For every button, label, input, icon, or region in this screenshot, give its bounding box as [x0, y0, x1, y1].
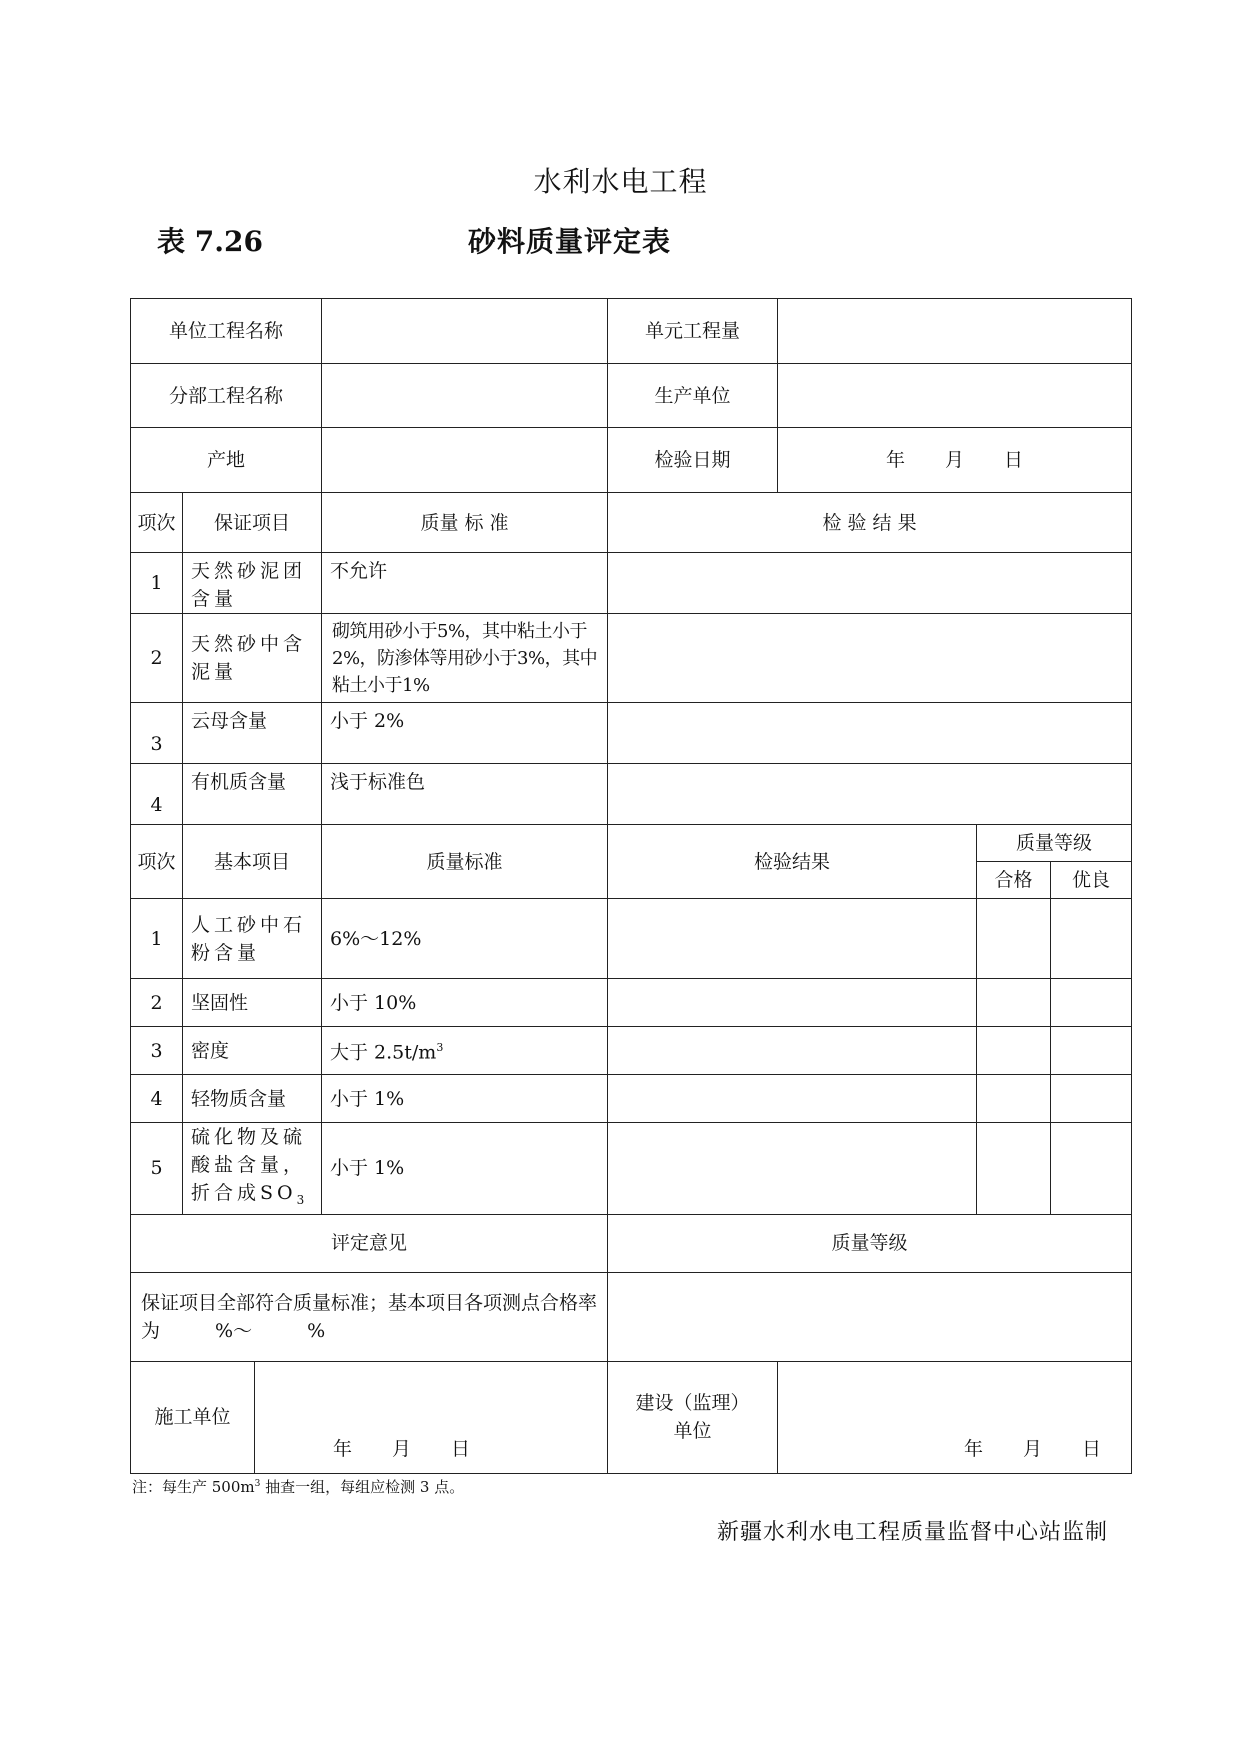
- basic-col-pass: 合格: [977, 862, 1051, 899]
- guarantee-col-result: 检 验 结 果: [608, 493, 1132, 553]
- owner-label: [608, 1361, 778, 1473]
- info-row-unit: [131, 299, 1132, 364]
- signature-row: [131, 1361, 1132, 1473]
- basic-good[interactable]: [1051, 1075, 1132, 1123]
- basic-standard: 小于 10%: [322, 979, 608, 1027]
- guarantee-result[interactable]: [608, 614, 1132, 703]
- basic-no: 3: [131, 1027, 183, 1075]
- producer-value[interactable]: [778, 364, 1132, 428]
- unit-quantity-label: 单元工程量: [608, 299, 778, 364]
- guarantee-col-no: 项次: [131, 493, 183, 553]
- table-row: [131, 899, 1132, 979]
- contractor-sign[interactable]: [255, 1361, 608, 1473]
- date-month: 月: [945, 449, 965, 471]
- evaluation-row: [131, 1272, 1132, 1361]
- basic-standard: 小于 1%: [322, 1075, 608, 1123]
- basic-pass[interactable]: [977, 979, 1051, 1027]
- table-row: [131, 979, 1132, 1027]
- basic-item: 坚固性: [183, 979, 322, 1027]
- sign-day: 日: [451, 1437, 471, 1460]
- guarantee-no: 3: [131, 703, 183, 764]
- basic-standard: 小于 1%: [322, 1123, 608, 1215]
- test-date-label: 检验日期: [608, 428, 778, 493]
- guarantee-result[interactable]: [608, 764, 1132, 825]
- basic-no: 4: [131, 1075, 183, 1123]
- owner-sign[interactable]: [778, 1361, 1132, 1473]
- basic-header-row: [131, 825, 1132, 862]
- table-row: [131, 1075, 1132, 1123]
- guarantee-item: 有机质含量: [183, 764, 322, 825]
- guarantee-header-row: [131, 493, 1132, 553]
- test-date-value[interactable]: [778, 428, 1132, 493]
- guarantee-item: 天然砂中含泥量: [183, 614, 322, 703]
- basic-item: [183, 1123, 322, 1215]
- note-text-a: 注：每生产 500m: [132, 1478, 255, 1496]
- note-text-b: 抽查一组，每组应检测 3 点。: [260, 1478, 465, 1496]
- guarantee-col-item: 保证项目: [183, 493, 322, 553]
- guarantee-no: 1: [131, 553, 183, 614]
- footnote: [132, 1476, 464, 1497]
- evaluation-header-row: [131, 1214, 1132, 1272]
- division-project-value[interactable]: [322, 364, 608, 428]
- producer-label: 生产单位: [608, 364, 778, 428]
- basic-item: 轻物质含量: [183, 1075, 322, 1123]
- opinion-label: 评定意见: [131, 1214, 608, 1272]
- sign-year: 年: [333, 1437, 353, 1460]
- note-sup: 3: [254, 1479, 261, 1489]
- guarantee-no: 4: [131, 764, 183, 825]
- guarantee-item: 云母含量: [183, 703, 322, 764]
- opinion-sentence: 保证项目全部符合质量标准；基本项目各项测点合格率为: [141, 1291, 598, 1342]
- guarantee-standard: 小于 2%: [322, 703, 608, 764]
- owner-date: [786, 1435, 1123, 1463]
- basic-result[interactable]: [608, 1027, 977, 1075]
- info-row-division: [131, 364, 1132, 428]
- table-row: [131, 1123, 1132, 1215]
- sign-month: 月: [392, 1437, 412, 1460]
- info-row-origin: [131, 428, 1132, 493]
- guarantee-item: 天然砂泥团含量: [183, 553, 322, 614]
- table-row: [131, 764, 1132, 825]
- so3-subscript: 3: [296, 1192, 309, 1207]
- guarantee-standard: 砌筑用砂小于5%，其中粘土小于2%，防渗体等用砂小于3%，其中粘土小于1%: [322, 614, 608, 703]
- contractor-label: 施工单位: [131, 1361, 255, 1473]
- basic-good[interactable]: [1051, 979, 1132, 1027]
- basic-result[interactable]: [608, 979, 977, 1027]
- basic-good[interactable]: [1051, 1123, 1132, 1215]
- guarantee-standard: 不允许: [322, 553, 608, 614]
- document-category: 水利水电工程: [533, 165, 708, 198]
- table-row: [131, 1027, 1132, 1075]
- basic-standard: 6%～12%: [322, 899, 608, 979]
- table-row: [131, 703, 1132, 764]
- sign-month: 月: [1023, 1437, 1043, 1460]
- basic-pass[interactable]: [977, 1075, 1051, 1123]
- density-standard: 大于 2.5t/m: [330, 1041, 437, 1064]
- basic-col-grade: 质量等级: [977, 825, 1132, 862]
- basic-pass[interactable]: [977, 1027, 1051, 1075]
- opinion-pct-2: %: [307, 1319, 326, 1342]
- basic-pass[interactable]: [977, 899, 1051, 979]
- guarantee-result[interactable]: [608, 553, 1132, 614]
- unit-project-value[interactable]: [322, 299, 608, 364]
- table-row: [131, 553, 1132, 614]
- title-row: [0, 220, 1241, 260]
- basic-col-good: 优良: [1051, 862, 1132, 899]
- origin-value[interactable]: [322, 428, 608, 493]
- sulfide-item: 硫化物及硫酸盐含量，折合成SO: [191, 1126, 307, 1204]
- issuer-footer: 新疆水利水电工程质量监督中心站监制: [716, 1520, 1108, 1545]
- contractor-date: [263, 1435, 599, 1463]
- table-number: 表 7.26: [157, 225, 263, 258]
- basic-no: 5: [131, 1123, 183, 1215]
- basic-col-item: 基本项目: [183, 825, 322, 899]
- table-row: [131, 614, 1132, 703]
- basic-good[interactable]: [1051, 1027, 1132, 1075]
- sign-day: 日: [1082, 1437, 1102, 1460]
- basic-good[interactable]: [1051, 899, 1132, 979]
- date-year: 年: [885, 449, 905, 471]
- guarantee-col-standard: 质量 标 准: [322, 493, 608, 553]
- sign-year: 年: [963, 1437, 983, 1460]
- grade-label: 质量等级: [608, 1214, 1132, 1272]
- basic-pass[interactable]: [977, 1123, 1051, 1215]
- basic-no: 1: [131, 899, 183, 979]
- guarantee-standard: 浅于标准色: [322, 764, 608, 825]
- guarantee-no: 2: [131, 614, 183, 703]
- density-unit-exponent: 3: [436, 1041, 444, 1055]
- opinion-pct-1: %～: [215, 1319, 253, 1342]
- basic-col-standard: 质量标准: [322, 825, 608, 899]
- owner-label-line-2: 单位: [673, 1420, 712, 1443]
- division-project-label: 分部工程名称: [131, 364, 322, 428]
- basic-result[interactable]: [608, 1123, 977, 1215]
- table-title: 砂料质量评定表: [468, 225, 672, 258]
- grade-value[interactable]: [608, 1272, 1132, 1361]
- basic-col-no: 项次: [131, 825, 183, 899]
- basic-standard: [322, 1027, 608, 1075]
- basic-result[interactable]: [608, 1075, 977, 1123]
- unit-quantity-value[interactable]: [778, 299, 1132, 364]
- basic-col-result: 检验结果: [608, 825, 977, 899]
- basic-no: 2: [131, 979, 183, 1027]
- origin-label: 产地: [131, 428, 322, 493]
- basic-item: 人工砂中石粉含量: [183, 899, 322, 979]
- date-day: 日: [1004, 449, 1024, 471]
- unit-project-label: 单位工程名称: [131, 299, 322, 364]
- opinion-text[interactable]: [131, 1272, 608, 1361]
- basic-item: 密度: [183, 1027, 322, 1075]
- guarantee-result[interactable]: [608, 703, 1132, 764]
- basic-result[interactable]: [608, 899, 977, 979]
- evaluation-table: [130, 298, 1132, 1474]
- owner-label-line-1: 建设（监理）: [635, 1392, 750, 1415]
